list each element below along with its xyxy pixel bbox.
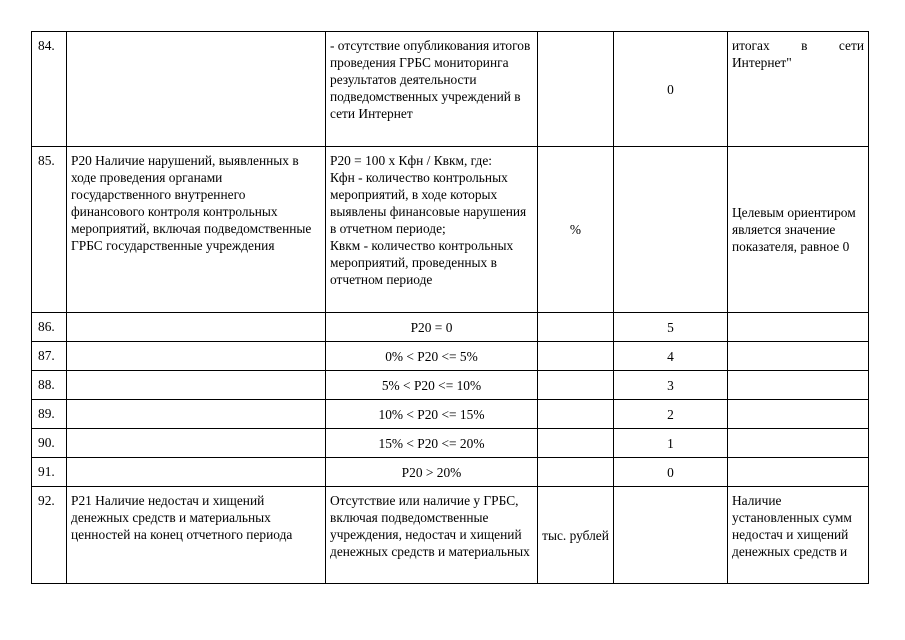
indicator-name — [67, 429, 326, 458]
indicator-name — [67, 400, 326, 429]
score: 1 — [614, 429, 728, 458]
table-row-86 — [32, 313, 869, 342]
indicator-name: Р20 Наличие нарушений, выявленных в ходе проведения органами государственного внутреннего финансового контроля контрольных мероприятий, включая подведомственные ГРБС государственные учреждения — [67, 147, 326, 313]
indicator-name — [67, 458, 326, 487]
table-row-84 — [32, 32, 869, 147]
note: Целевым ориентиром является значение показателя, равное 0 — [728, 147, 869, 313]
unit — [538, 429, 614, 458]
row-number: 87. — [32, 342, 67, 371]
row-number: 92. — [32, 487, 67, 584]
calculation-method: - отсутствие опубликования итогов проведения ГРБС мониторинга результатов деятельности подведомственных учреждений в сети Интернет — [326, 32, 538, 147]
calculation-method: Р20 > 20% — [326, 458, 538, 487]
unit — [538, 32, 614, 147]
table-row-91 — [32, 458, 869, 487]
unit — [538, 458, 614, 487]
table-row-89 — [32, 400, 869, 429]
indicator-name — [67, 32, 326, 147]
table-row-88 — [32, 371, 869, 400]
calculation-method: Р20 = 100 x Кфн / Квкм, где: Кфн - количество контрольных мероприятий, в ходе которых выявлены финансовые нарушения в отчетном периоде; Квкм - количество контрольных мероприятий, проведенных в отчетном периоде — [326, 147, 538, 313]
calculation-method: 10% < Р20 <= 15% — [326, 400, 538, 429]
calculation-method: 5% < Р20 <= 10% — [326, 371, 538, 400]
row-number: 91. — [32, 458, 67, 487]
calculation-method: Р20 = 0 — [326, 313, 538, 342]
row-number: 86. — [32, 313, 67, 342]
row-number: 89. — [32, 400, 67, 429]
unit: % — [538, 147, 614, 313]
table-row-90 — [32, 429, 869, 458]
row-number: 88. — [32, 371, 67, 400]
score — [614, 147, 728, 313]
score: 0 — [614, 32, 728, 147]
score: 5 — [614, 313, 728, 342]
note: Наличие установленных сумм недостач и хищений денежных средств и — [728, 487, 869, 584]
calculation-method: 15% < Р20 <= 20% — [326, 429, 538, 458]
row-number: 85. — [32, 147, 67, 313]
table-row-87 — [32, 342, 869, 371]
score: 3 — [614, 371, 728, 400]
note: итогах в сети Интернет" — [728, 32, 869, 147]
indicator-name — [67, 371, 326, 400]
unit — [538, 342, 614, 371]
note — [728, 313, 869, 342]
score: 4 — [614, 342, 728, 371]
calculation-method: 0% < Р20 <= 5% — [326, 342, 538, 371]
note — [728, 429, 869, 458]
note — [728, 400, 869, 429]
note — [728, 458, 869, 487]
row-number: 90. — [32, 429, 67, 458]
unit — [538, 400, 614, 429]
table-row-92 — [32, 487, 869, 584]
indicator-name — [67, 313, 326, 342]
calculation-method: Отсутствие или наличие у ГРБС, включая подведомственные учреждения, недостач и хищений денежных средств и материальных — [326, 487, 538, 584]
table-row-85 — [32, 147, 869, 313]
indicator-name — [67, 342, 326, 371]
indicators-table — [31, 31, 869, 584]
row-number: 84. — [32, 32, 67, 147]
score: 0 — [614, 458, 728, 487]
note — [728, 371, 869, 400]
note — [728, 342, 869, 371]
score: 2 — [614, 400, 728, 429]
indicator-name: Р21 Наличие недостач и хищений денежных средств и материальных ценностей на конец отчетного периода — [67, 487, 326, 584]
score — [614, 487, 728, 584]
unit — [538, 313, 614, 342]
unit — [538, 371, 614, 400]
unit: тыс. рублей — [538, 487, 614, 584]
